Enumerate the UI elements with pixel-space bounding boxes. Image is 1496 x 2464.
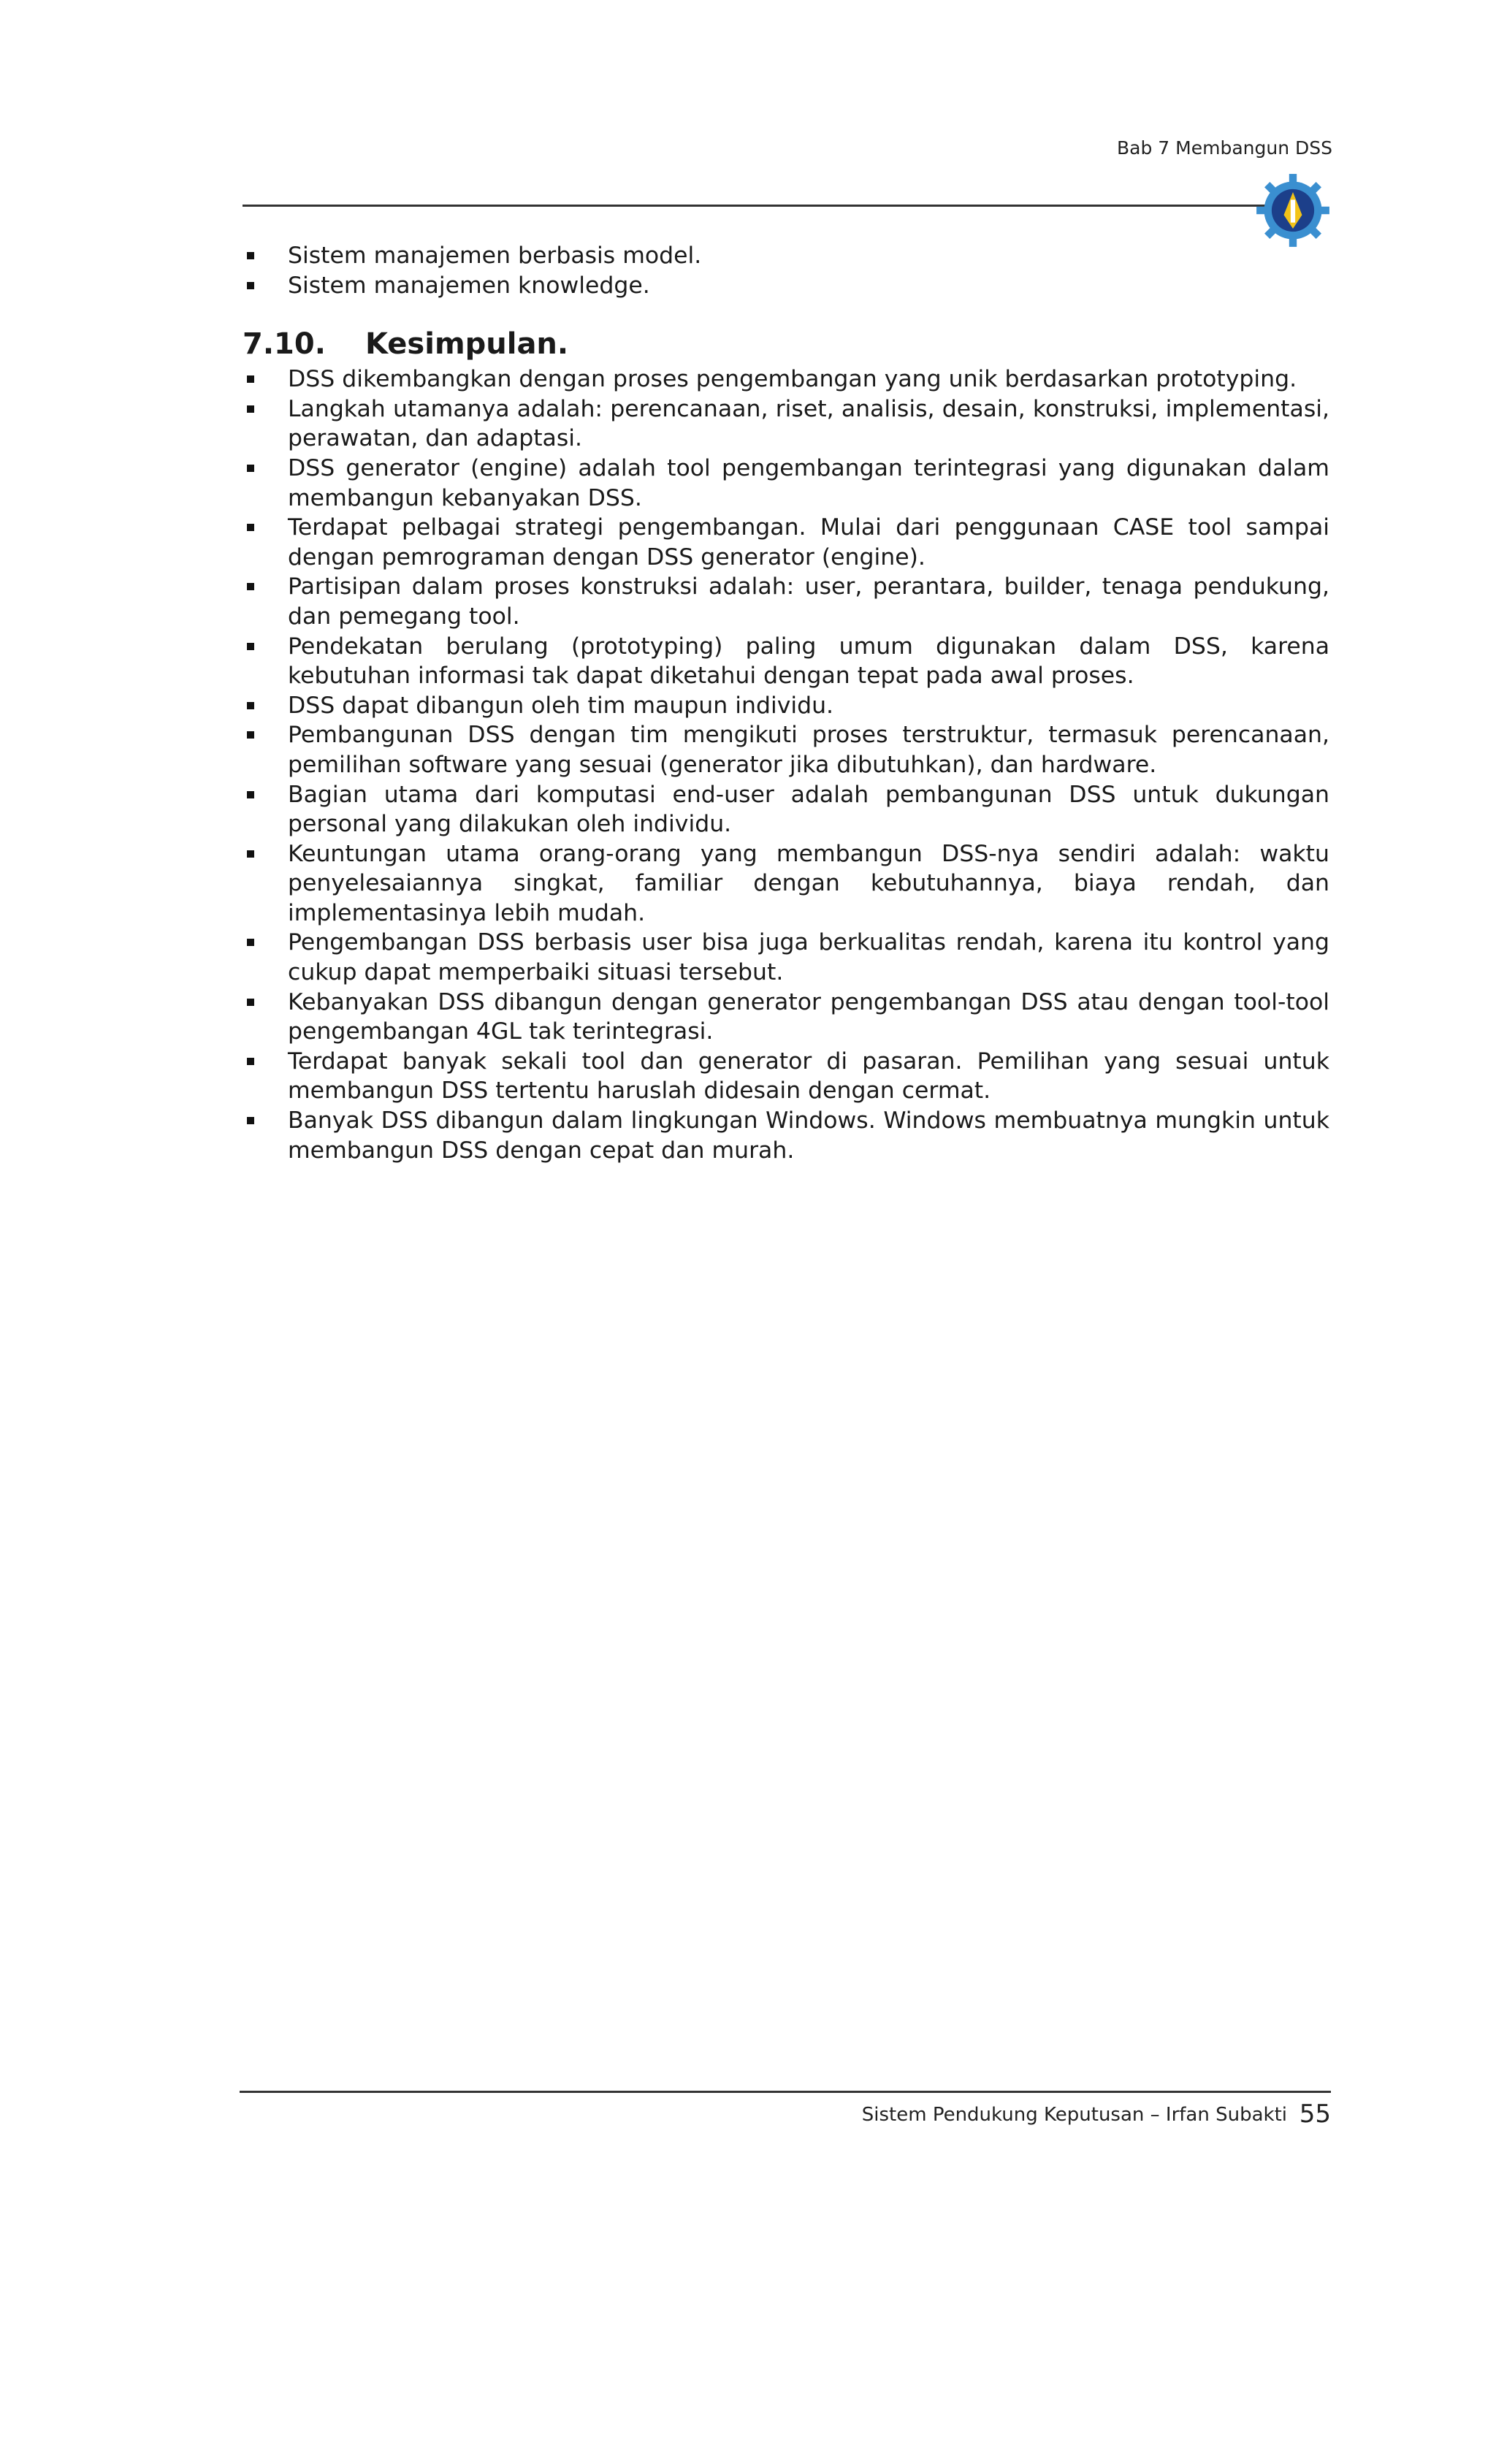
- list-item: [243, 720, 1329, 779]
- list-item-text: Kebanyakan DSS dibangun dengan generator pengembangan DSS atau dengan tool-tool pengembangan 4GL tak terintegrasi.: [288, 988, 1329, 1045]
- list-item: [243, 839, 1329, 928]
- list-item: [243, 271, 1329, 301]
- list-item-text: DSS generator (engine) adalah tool pengembangan terintegrasi yang digunakan dalam membangun kebanyakan DSS.: [288, 454, 1329, 511]
- list-item-text: Sistem manajemen berbasis model.: [288, 243, 702, 269]
- list-item-text: DSS dapat dibangun oleh tim maupun individu.: [288, 692, 834, 719]
- list-item-text: Terdapat banyak sekali tool dan generator di pasaran. Pemilihan yang sesuai untuk membangun DSS tertentu haruslah didesain dengan cermat.: [288, 1048, 1329, 1105]
- list-item: [243, 988, 1329, 1047]
- footer-rule: [240, 2091, 1331, 2093]
- section-title: Kesimpulan.: [365, 327, 569, 362]
- list-item: [243, 572, 1329, 631]
- list-item-text: Banyak DSS dibangun dalam lingkungan Windows. Windows membuatnya mungkin untuk membangun DSS dengan cepat dan murah.: [288, 1107, 1329, 1164]
- square-bullet-icon: [247, 1058, 254, 1065]
- square-bullet-icon: [247, 282, 254, 289]
- list-item-text: Pengembangan DSS berbasis user bisa juga berkualitas rendah, karena itu kontrol yang cukup dapat memperbaiki situasi tersebut.: [288, 929, 1329, 986]
- header-rule: [243, 205, 1276, 207]
- list-item-text: Keuntungan utama orang-orang yang membangun DSS-nya sendiri adalah: waktu penyelesaiannya singkat, familiar dengan kebutuhannya, biaya rendah, dan implementasinya lebih mudah.: [288, 840, 1329, 926]
- list-item: [243, 394, 1329, 454]
- page-content: [243, 241, 1329, 1165]
- running-header-title: Bab 7 Membangun DSS: [1117, 137, 1332, 159]
- list-item: [243, 1106, 1329, 1165]
- square-bullet-icon: [247, 702, 254, 709]
- list-item: [243, 780, 1329, 839]
- square-bullet-icon: [247, 939, 254, 946]
- intro-bullet-list: [243, 241, 1329, 300]
- list-item: [243, 632, 1329, 691]
- list-item: [243, 691, 1329, 721]
- square-bullet-icon: [247, 999, 254, 1006]
- list-item-text: Bagian utama dari komputasi end-user adalah pembangunan DSS untuk dukungan personal yang dilakukan oleh individu.: [288, 781, 1329, 838]
- footer-text: Sistem Pendukung Keputusan – Irfan Subakti: [861, 2104, 1287, 2126]
- list-item: [243, 241, 1329, 271]
- list-item: [243, 454, 1329, 513]
- page-number: 55: [1299, 2099, 1331, 2129]
- list-item: [243, 1047, 1329, 1106]
- square-bullet-icon: [247, 1117, 254, 1124]
- square-bullet-icon: [247, 643, 254, 650]
- section-number: 7.10.: [243, 327, 326, 362]
- list-item: [243, 513, 1329, 572]
- list-item-text: Terdapat pelbagai strategi pengembangan. Mulai dari penggunaan CASE tool sampai dengan pemrograman dengan DSS generator (engine).: [288, 514, 1329, 571]
- square-bullet-icon: [247, 465, 254, 472]
- list-item: [243, 365, 1329, 394]
- list-item-text: DSS dikembangkan dengan proses pengembangan yang unik berdasarkan prototyping.: [288, 366, 1297, 393]
- list-item: [243, 928, 1329, 987]
- square-bullet-icon: [247, 405, 254, 413]
- square-bullet-icon: [247, 850, 254, 858]
- square-bullet-icon: [247, 791, 254, 798]
- list-item-text: Partisipan dalam proses konstruksi adalah: user, perantara, builder, tenaga pendukung, dan pemegang tool.: [288, 573, 1329, 630]
- list-item-text: Pendekatan berulang (prototyping) paling umum digunakan dalam DSS, karena kebutuhan informasi tak dapat diketahui dengan tepat pada awal proses.: [288, 633, 1329, 690]
- square-bullet-icon: [247, 524, 254, 531]
- square-bullet-icon: [247, 252, 254, 259]
- list-item-text: Sistem manajemen knowledge.: [288, 272, 650, 299]
- institution-gear-logo-icon: [1255, 172, 1331, 248]
- section-heading: [243, 327, 1329, 362]
- square-bullet-icon: [247, 375, 254, 383]
- list-item-text: Pembangunan DSS dengan tim mengikuti proses terstruktur, termasuk perencanaan, pemilihan software yang sesuai (generator jika dibutuhkan), dan hardware.: [288, 722, 1329, 778]
- conclusion-bullet-list: [243, 365, 1329, 1165]
- list-item-text: Langkah utamanya adalah: perencanaan, riset, analisis, desain, konstruksi, implementasi, perawatan, dan adaptasi.: [288, 395, 1329, 452]
- square-bullet-icon: [247, 583, 254, 590]
- square-bullet-icon: [247, 731, 254, 739]
